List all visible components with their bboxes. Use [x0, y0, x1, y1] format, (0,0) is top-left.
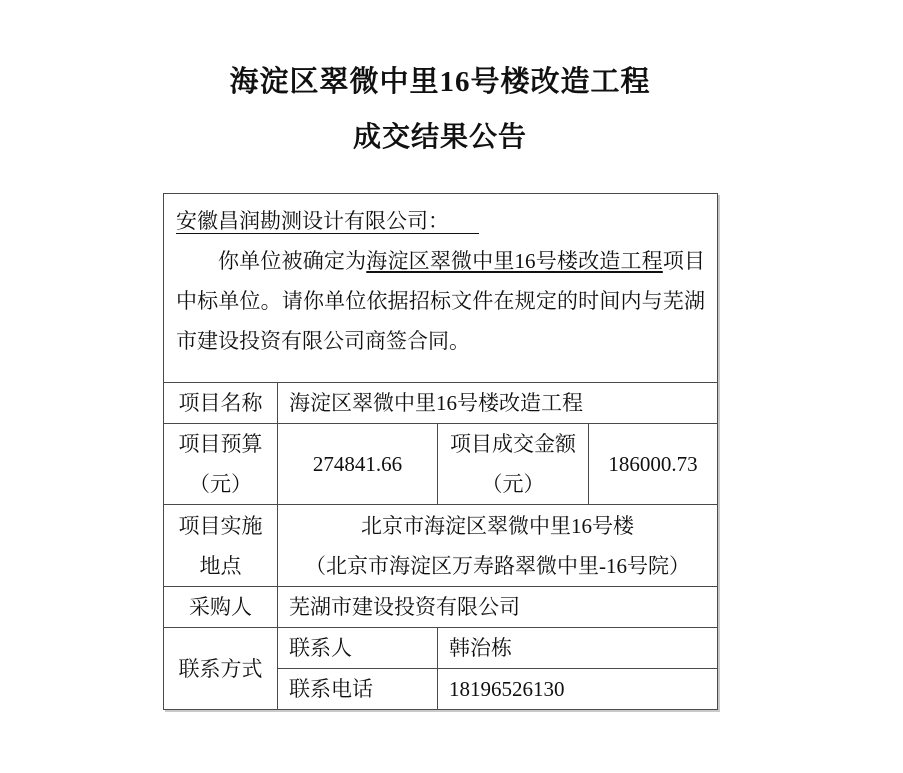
table-row-budget	[164, 424, 718, 505]
location-value-line2: （北京市海淀区万寿路翠微中里-16号院）	[305, 553, 690, 578]
notice-body	[176, 241, 705, 361]
budget-value: 274841.66	[278, 424, 438, 505]
notice-table	[163, 193, 718, 710]
deal-amount-value: 186000.73	[589, 424, 718, 505]
budget-label: 项目预算 （元）	[164, 424, 278, 505]
contact-person-value: 韩治栋	[438, 628, 718, 669]
notice-body-suffix: 项目中标单位。请你单位依据招标文件在规定的时间内与芜湖市建设投资有限公司商签合同。	[176, 249, 706, 353]
contact-person-label: 联系人	[278, 628, 438, 669]
contact-phone-value: 18196526130	[438, 669, 718, 710]
project-name-value: 海淀区翠微中里16号楼改造工程	[278, 383, 718, 424]
contact-phone-label: 联系电话	[278, 669, 438, 710]
document-title-line1: 海淀区翠微中里16号楼改造工程	[229, 66, 651, 98]
project-name-label: 项目名称	[164, 383, 278, 424]
contact-group-label: 联系方式	[164, 628, 278, 710]
location-label: 项目实施 地点	[164, 505, 278, 587]
table-row-location	[164, 505, 718, 587]
purchaser-label: 采购人	[164, 587, 278, 628]
table-row-intro	[164, 194, 718, 383]
recipient-line	[176, 201, 705, 241]
location-value-line1: 北京市海淀区翠微中里16号楼	[361, 513, 634, 538]
table-row-purchaser	[164, 587, 718, 628]
recipient-name: 安徽昌润勘测设计有限公司：	[176, 209, 479, 234]
document-page	[163, 0, 717, 710]
location-value	[278, 505, 718, 587]
table-row-contact-person	[164, 628, 718, 669]
table-row-project-name	[164, 383, 718, 424]
document-title-line2: 成交结果公告	[352, 122, 527, 153]
notice-body-prefix: 你单位被确定为	[218, 249, 367, 273]
deal-amount-label: 项目成交金额 （元）	[438, 424, 589, 505]
notice-body-project-name: 海淀区翠微中里16号楼改造工程	[366, 249, 663, 273]
purchaser-value: 芜湖市建设投资有限公司	[278, 587, 718, 628]
intro-cell	[164, 194, 718, 383]
